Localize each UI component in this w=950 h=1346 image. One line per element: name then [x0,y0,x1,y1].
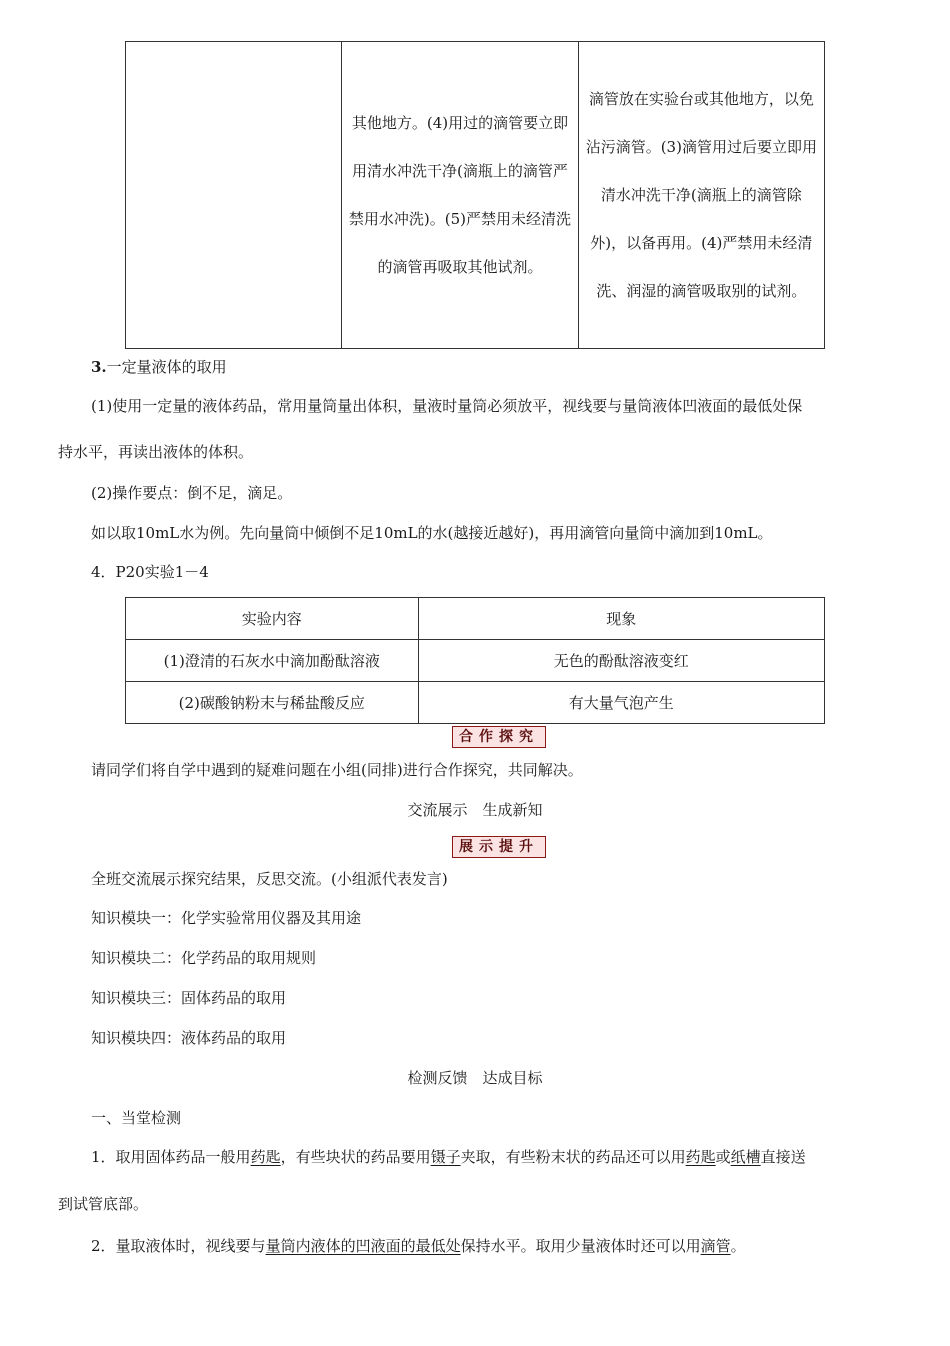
table-row [126,682,825,724]
answer-blank: 药匙 [685,1148,716,1166]
answer-blank: 镊子 [430,1148,461,1166]
table-row [126,640,825,682]
table-cell: (2)碳酸钠粉末与稀盐酸反应 [126,682,419,724]
module-item: 知识模块三：固体药品的取用 [91,989,287,1007]
feedback-sub: 一、当堂检测 [91,1109,182,1127]
continuation-table [125,41,825,349]
table-header: 现象 [418,598,824,640]
coop-text: 请同学们将自学中遇到的疑难问题在小组(同排)进行合作探究，共同解决。 [91,761,583,779]
section3-title: 3.一定量液体的取用 [91,358,227,376]
section3-p1b: 持水平，再读出液体的体积。 [58,443,254,461]
table-cell-middle [342,42,578,349]
coop-badge: 合作探究 [452,726,546,748]
cell-text-right: 滴管放在实验台或其他地方，以免沾污滴管。(3)滴管用过后要立即用清水冲洗干净(滴瓶上的滴管除外)，以备再用。(4)严禁用未经清洗、润湿的滴管吸取别的试剂。 [585,90,817,300]
table-cell-right [578,42,824,349]
section3-p2: (2)操作要点：倒不足，滴足。 [91,484,293,502]
section4-title: 4．P20实验1－4 [91,563,209,581]
show-badge: 展示提升 [452,836,546,858]
feedback-heading: 检测反馈 达成目标 [407,1069,543,1087]
question-1-cont: 到试管底部。 [58,1195,149,1213]
question-2: 2．量取液体时，视线要与量筒内液体的凹液面的最低处保持水平。取用少量液体时还可以用滴管。 [91,1237,746,1255]
module-item: 知识模块一：化学实验常用仪器及其用途 [91,909,362,927]
question-1: 1．取用固体药品一般用药匙，有些块状的药品要用镊子夹取，有些粉末状的药品还可以用药匙或纸槽直接送 [91,1148,806,1166]
answer-blank: 纸槽 [730,1148,761,1166]
table-cell: (1)澄清的石灰水中滴加酚酞溶液 [126,640,419,682]
answer-blank: 量筒内液体的凹液面的最低处 [265,1237,461,1255]
module-item: 知识模块四：液体药品的取用 [91,1029,287,1047]
table-header: 实验内容 [126,598,419,640]
table-cell: 有大量气泡产生 [418,682,824,724]
answer-blank: 药匙 [250,1148,281,1166]
table-cell: 无色的酚酞溶液变红 [418,640,824,682]
cell-text-middle: 其他地方。(4)用过的滴管要立即用清水冲洗干净(滴瓶上的滴管严禁用水冲洗)。(5)严禁用未经清洗的滴管再吸取其他试剂。 [348,114,572,276]
exchange-intro: 全班交流展示探究结果，反思交流。(小组派代表发言) [91,870,448,888]
answer-blank: 滴管 [700,1237,731,1255]
section3-p3: 如以取10mL水为例。先向量筒中倾倒不足10mL的水(越接近越好)，再用滴管向量筒中滴加到10mL。 [91,524,773,542]
module-item: 知识模块二：化学药品的取用规则 [91,949,317,967]
table-header-row [126,598,825,640]
experiment-table [125,597,825,724]
exchange-heading: 交流展示 生成新知 [407,801,543,819]
section3-p1a: (1)使用一定量的液体药品，常用量筒量出体积，量液时量筒必须放平，视线要与量筒液体凹液面的最低处保 [91,397,803,415]
table-cell-empty [126,42,342,349]
